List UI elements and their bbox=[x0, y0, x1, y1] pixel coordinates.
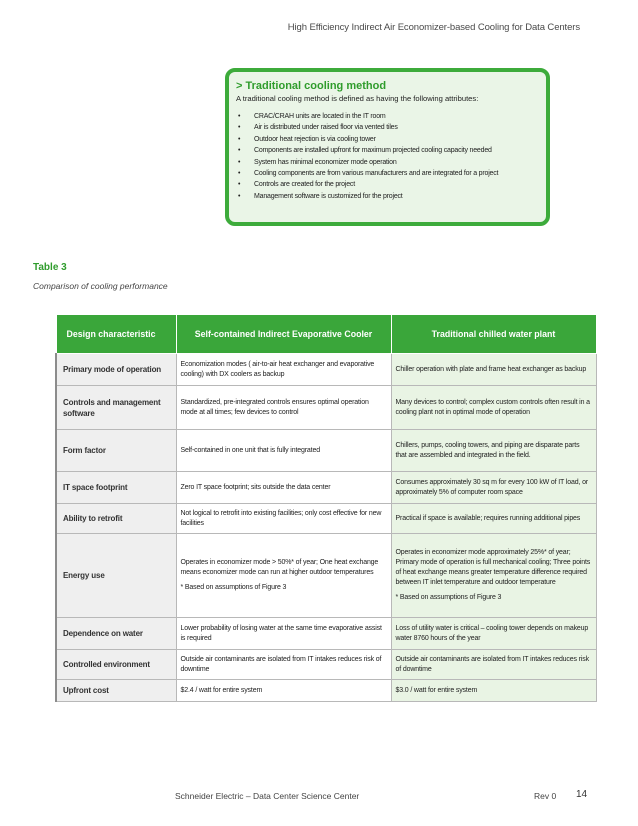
row-characteristic: Dependence on water bbox=[56, 618, 176, 650]
row-characteristic: Form factor bbox=[56, 430, 176, 472]
cell-text: Operates in economizer mode > 50%* of year; One heat exchange means economizer mode can run at higher outdoor temperatures bbox=[180, 559, 379, 576]
table-row bbox=[56, 386, 596, 430]
cell-self-contained: Outside air contaminants are isolated from IT intakes reduces risk of downtime bbox=[176, 650, 391, 680]
cell-traditional: Practical if space is available; requires running additional pipes bbox=[391, 504, 596, 534]
column-header: Design characteristic bbox=[56, 315, 176, 354]
cell-self-contained: $2.4 / watt for entire system bbox=[176, 680, 391, 702]
bullet-icon: • bbox=[238, 181, 241, 189]
callout-title: > Traditional cooling method bbox=[236, 80, 387, 92]
page-header-title: High Efficiency Indirect Air Economizer-based Cooling for Data Centers bbox=[287, 22, 580, 33]
cell-self-contained: Zero IT space footprint; sits outside the data center bbox=[176, 472, 391, 504]
cell-traditional: Outside air contaminants are isolated from IT intakes reduces risk of downtime bbox=[391, 650, 596, 680]
cell-traditional: $3.0 / watt for entire system bbox=[391, 680, 596, 702]
cell-self-contained: Self-contained in one unit that is fully integrated bbox=[176, 430, 391, 472]
cell-traditional: Many devices to control; complex custom controls often result in a cooling plant not in optimal mode of operation bbox=[391, 386, 596, 430]
table-row bbox=[56, 504, 596, 534]
row-characteristic: Primary mode of operation bbox=[56, 354, 176, 386]
cell-traditional: Chiller operation with plate and frame heat exchanger as backup bbox=[391, 354, 596, 386]
row-characteristic: Energy use bbox=[56, 534, 176, 618]
table-row bbox=[56, 680, 596, 702]
callout-bullet-item: • Outdoor heat rejection is via cooling tower bbox=[236, 134, 540, 145]
cell-footnote: * Based on assumptions of Figure 3 bbox=[180, 584, 287, 591]
callout-bullet-item: • Controls are created for the project bbox=[236, 179, 540, 190]
callout-bullet-item: • System has minimal economizer mode operation bbox=[236, 157, 540, 168]
table-row bbox=[56, 618, 596, 650]
cell-traditional: Chillers, pumps, cooling towers, and piping are disparate parts that are assembled and integrated in the field. bbox=[391, 430, 596, 472]
footer-revision: Rev 0 bbox=[534, 791, 557, 801]
callout-bullet-item: • Management software is customized for the project bbox=[236, 191, 540, 202]
row-characteristic: Controlled environment bbox=[56, 650, 176, 680]
bullet-icon: • bbox=[238, 158, 241, 166]
footer-organization: Schneider Electric – Data Center Science Center bbox=[175, 791, 360, 801]
callout-bullet-item: • CRAC/CRAH units are located in the IT room bbox=[236, 111, 540, 122]
traditional-cooling-callout bbox=[225, 68, 550, 226]
comparison-table bbox=[55, 314, 597, 702]
bullet-icon: • bbox=[238, 113, 241, 120]
callout-bullet-item: • Components are installed upfront for maximum projected cooling capacity needed bbox=[236, 145, 540, 156]
table-caption: Comparison of cooling performance bbox=[33, 281, 168, 291]
cell-self-contained: Economization modes ( air-to-air heat exchanger and evaporative cooling) with DX coolers as backup bbox=[176, 354, 391, 386]
row-characteristic: Ability to retrofit bbox=[56, 504, 176, 534]
bullet-icon: • bbox=[238, 170, 241, 178]
cell-self-contained: Not logical to retrofit into existing facilities; only cost effective for new facilities bbox=[176, 504, 391, 534]
table-row bbox=[56, 430, 596, 472]
bullet-icon: • bbox=[238, 147, 241, 155]
column-header: Self-contained Indirect Evaporative Cooler bbox=[176, 315, 391, 354]
callout-bullet-item: • Air is distributed under raised floor via vented tiles bbox=[236, 122, 540, 133]
footer-page-number: 14 bbox=[576, 789, 588, 800]
bullet-icon: • bbox=[238, 124, 241, 132]
callout-bullet-list bbox=[236, 111, 540, 202]
row-characteristic: IT space footprint bbox=[56, 472, 176, 504]
bullet-icon: • bbox=[238, 192, 241, 200]
table-row bbox=[56, 472, 596, 504]
cell-traditional: Consumes approximately 30 sq m for every 100 kW of IT load, or approximately 5% of computer room space bbox=[391, 472, 596, 504]
column-header: Traditional chilled water plant bbox=[391, 315, 596, 354]
table-header-row bbox=[56, 315, 596, 354]
cell-self-contained bbox=[176, 534, 391, 618]
table-row bbox=[56, 534, 596, 618]
bullet-icon: • bbox=[238, 135, 241, 143]
table-row bbox=[56, 650, 596, 680]
cell-traditional: Loss of utility water is critical – cooling tower depends on makeup water 8760 hours of the year bbox=[391, 618, 596, 650]
cell-text: Operates in economizer mode approximately 25%* of year; Primary mode of operation is full mechanical cooling; Three points of heat exchange means greater temperature difference required between IT inlet temperature and outdoor temperature bbox=[395, 549, 591, 586]
callout-intro: A traditional cooling method is defined as having the following attributes: bbox=[236, 94, 479, 103]
table-label: Table 3 bbox=[33, 262, 67, 273]
row-characteristic: Controls and management software bbox=[56, 386, 176, 430]
table-row bbox=[56, 354, 596, 386]
callout-bullet-item: • Cooling components are from various manufacturers and are integrated for a project bbox=[236, 168, 540, 179]
cell-traditional bbox=[391, 534, 596, 618]
cell-self-contained: Lower probability of losing water at the same time evaporative assist is required bbox=[176, 618, 391, 650]
cell-self-contained: Standardized, pre-integrated controls ensures optimal operation mode at all times; few devices to control bbox=[176, 386, 391, 430]
row-characteristic: Upfront cost bbox=[56, 680, 176, 702]
cell-footnote: * Based on assumptions of Figure 3 bbox=[395, 594, 502, 601]
